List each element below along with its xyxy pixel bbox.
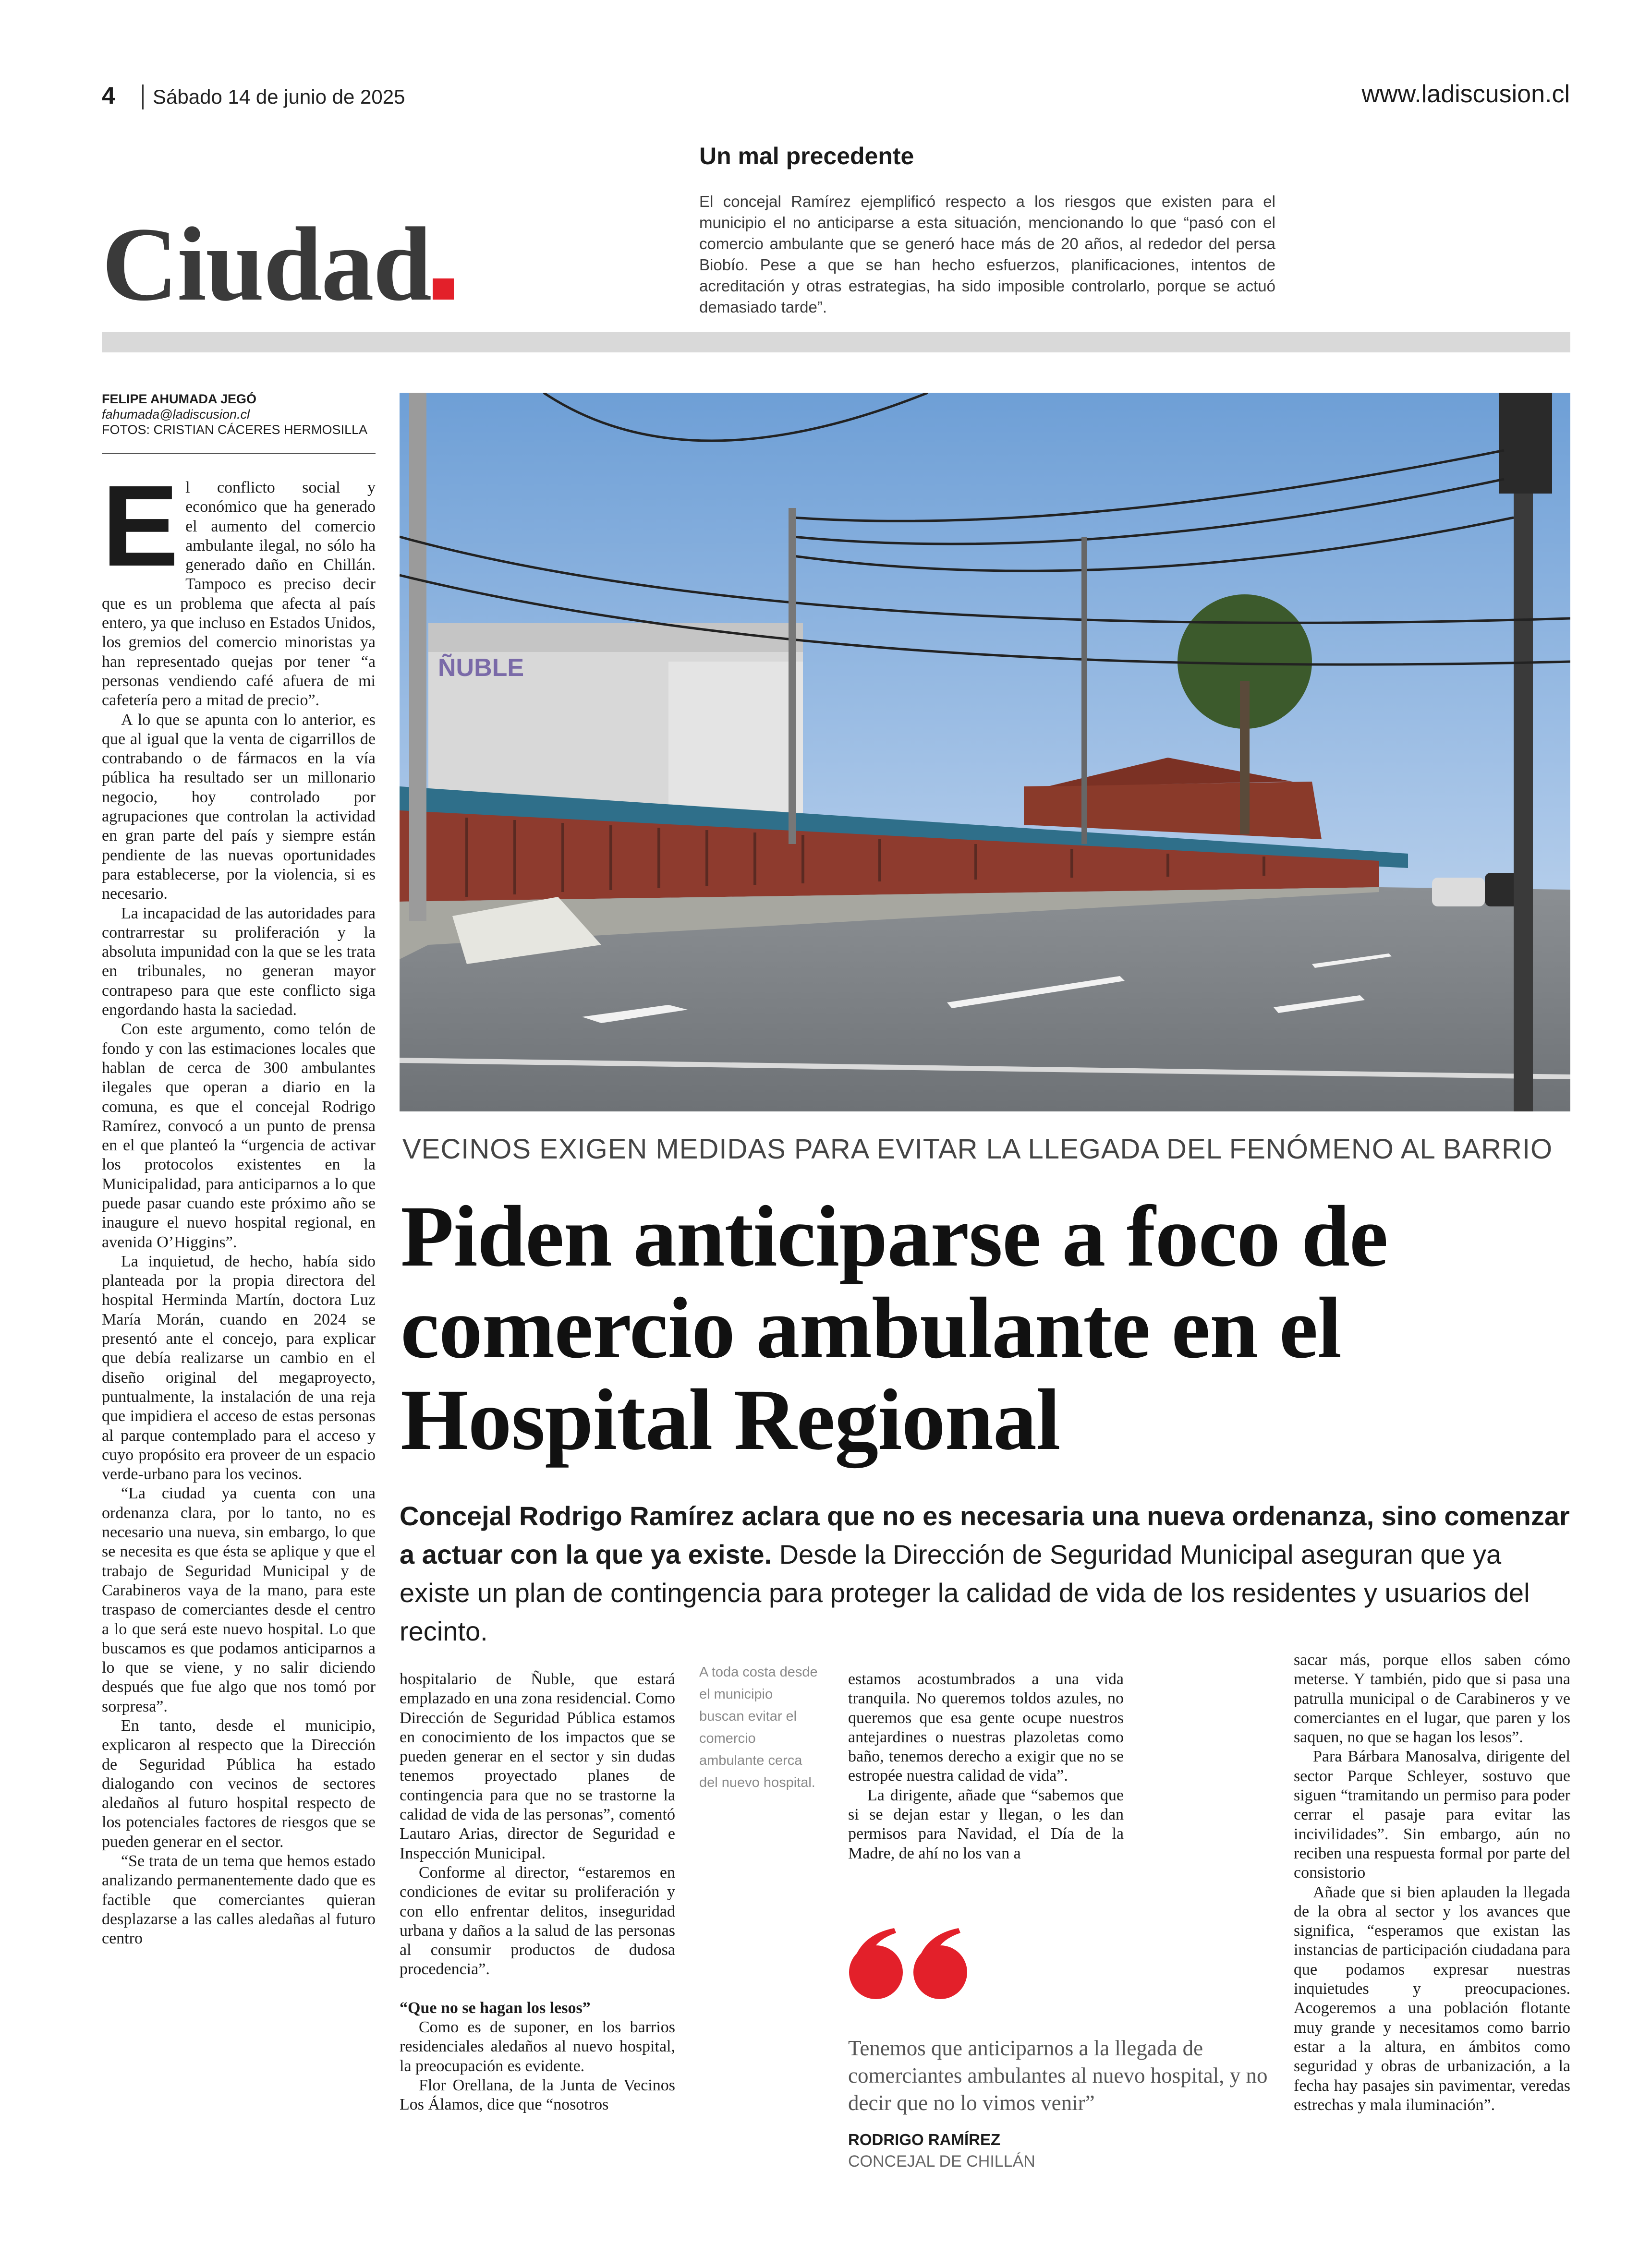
- paragraph: Añade que si bien aplauden la llegada de la obra al sector y los avances que significa, “esperamos que existan las instancias de participación ciudadana para que podamos expresar nuestras inquietudes y preocupaciones. Acogeremos a una población flotante muy grande y necesitamos como barrio estar a la altura, en ámbitos como seguridad y obras de urbanización, a la fecha hay pasajes sin pavimentar, veredas estrechas y mala iluminación”.: [1294, 1883, 1570, 2114]
- paragraph: Conforme al director, “estaremos en condiciones de evitar su proliferación y con ello enfrentar delitos, inseguridad urbana y daños a la salud de las personas al consumir productos de dudosa procedencia”.: [400, 1863, 675, 1978]
- photo-credit: FOTOS: CRISTIAN CÁCERES HERMOSILLA: [102, 422, 368, 437]
- page-number: 4: [102, 82, 115, 109]
- byline: [102, 391, 376, 437]
- lead-paragraph: [400, 1497, 1571, 1651]
- pull-quote-text: Tenemos que anticiparnos a la llegada de comerciantes ambulantes al nuevo hospital, y no decir que no lo vimos venir”: [848, 2036, 1268, 2115]
- subheading: “Que no se hagan los lesos”: [400, 1999, 591, 2017]
- pull-quote-role: CONCEJAL DE CHILLÁN: [848, 2152, 1035, 2171]
- paragraph: Flor Orellana, de la Junta de Vecinos Los Álamos, dice que “nosotros: [400, 2076, 675, 2114]
- box-text: El concejal Ramírez ejemplificó respecto a los riesgos que existen para el municipio el no anticiparse a esta situación, mencionando lo que “pasó con el comercio ambulante que se generó hace más de 20 años, al rededor del persa Biobío. Pese a que se han hecho esfuerzos, planificaciones, intentos de acreditación y otras estrategias, ha sido imposible controlarlo, porque se actuó demasiado tarde”.: [699, 193, 1275, 316]
- paragraph: hospitalario de Ñuble, que estará emplazado en una zona residencial. Como Dirección de Seguridad Pública estamos en conocimiento de los impactos que se pueden generar en el sector y sin dudas tenemos proyectado planes de contingencia para que no se trastorne la calidad de vida de las personas”, comentó Lautaro Arias, director de Seguridad e Inspección Municipal.: [400, 1670, 675, 1862]
- author-email[interactable]: fahumada@ladiscusion.cl: [102, 407, 250, 422]
- article-photo: [400, 393, 1570, 1111]
- paragraph: Para Bárbara Manosalva, dirigente del sector Parque Schleyer, sostuvo que siguen “tramitando un permiso para poder cerrar el pasaje para evitar las incivilidades”. Sin embargo, aún no reciben una respuesta formal por parte del consistorio: [1294, 1748, 1570, 1882]
- paragraph: La incapacidad de las autoridades para contrarrestar su proliferación y la absoluta impunidad con la que se les trata en tribunales, no generan mayor contrapeso para que este conflicto siga engordando hasta la saciedad.: [102, 904, 376, 1019]
- paragraph: La dirigente, añade que “sabemos que si se dejan estar y llegan, o les dan permisos para Navidad, el Día de la Madre, de ahí no los van a: [848, 1786, 1124, 1862]
- paragraph: Con este argumento, como telón de fondo y con las estimaciones locales que hablan de cerca de 300 ambulantes ilegales que operan a diario en la comuna, es que el concejal Rodrigo Ramírez, convocó a un punto de prensa en el que planteó la “urgencia de activar los protocolos existentes en la Municipalidad, para anticiparnos a lo que puede pasar cuando este próximo año se inaugure el nuevo hospital regional, en avenida O’Higgins”.: [102, 1020, 376, 1251]
- paragraph: Como es de suponer, en los barrios residenciales aledaños al nuevo hospital, la preocupación es evidente.: [400, 2018, 675, 2075]
- paragraph: “Se trata de un tema que hemos estado analizando permanentemente dado que es factible que comerciantes quieran desplazarse a las calles aledañas al futuro centro: [102, 1852, 376, 1948]
- author-name: FELIPE AHUMADA JEGÓ: [102, 392, 257, 406]
- section-title: [102, 205, 454, 323]
- section-divider-bar: [102, 332, 1570, 352]
- paragraph: sacar más, porque ellos saben cómo meterse. Y también, pido que si pasa una patrulla municipal o de Carabineros y ve comerciantes en el lugar, que paren y los saquen, no que se hagan los lesos”.: [1294, 1651, 1570, 1747]
- article-column-1: [102, 461, 376, 1949]
- building-sign: ÑUBLE: [438, 654, 524, 682]
- section-title-text: Ciudad: [102, 205, 431, 323]
- byline-rule: [102, 453, 376, 454]
- paragraph: La inquietud, de hecho, había sido planteada por la propia directora del hospital Herminda Martín, doctora Luz María Morán, cuando en 2024 se presentó ante el concejo, para explicar que debía realizarse un cambio en el diseño original del megaproyecto, puntualmente, la instalación de una reja que impidiera el acceso de estas personas al parque contemplado para el acceso y cuyo propósito era proveer de un espacio verde-urbano para los vecinos.: [102, 1252, 376, 1484]
- photo-caption: A toda costa desde el municipio buscan evitar el comercio ambulante cerca del nuevo hospital.: [699, 1665, 818, 1790]
- article-column-2: [400, 1670, 675, 2115]
- paragraph: A lo que se apunta con lo anterior, es que al igual que la venta de cigarrillos de contrabando o de fármacos en la vía pública ha resultado ser un millonario negocio, hoy controlado por agrupaciones que controlan la actividad en gran parte del país y siempre están pendiente de las nuevas oportunidades para establecerse, por la violencia, si es necesario.: [102, 711, 376, 903]
- paragraph-text: l conflicto social y económico que ha generado el aumento del comercio ambulante ilegal, no sólo ha generado daño en Chillán. Tampoco es preciso decir que es un problema que afecta al país entero, ya que incluso en Estados Unidos, los gremios del comercio minoristas ya han representado quejas por tener “a personas vendiendo café afuera de mi cafetería pero a mitad de precio”.: [102, 479, 376, 710]
- section-dot-icon: [433, 278, 454, 300]
- paragraph: “La ciudad ya cuenta con una ordenanza clara, por lo tanto, no es necesario una nueva, sin embargo, lo que se necesita es que ésta se aplique y que el trabajo de Seguridad Municipal y de Carabineros vaya de la mano, para este traspaso de comerciantes desde el centro a lo que será este nuevo hospital. Lo que buscamos es que podamos anticiparnos a lo que se viene, y no salir diciendo después que fue algo que nos tomó por sorpresa”.: [102, 1484, 376, 1715]
- pull-quote-name: RODRIGO RAMÍREZ: [848, 2131, 1001, 2148]
- header-separator: [142, 84, 144, 109]
- site-url[interactable]: www.ladiscusion.cl: [1361, 80, 1570, 108]
- lead-bold: Concejal Rodrigo Ramírez aclara que no es necesaria una nueva ordenanza, sino comenzar a actuar con la que ya existe.: [400, 1501, 1570, 1569]
- box-title: Un mal precedente: [699, 143, 914, 169]
- article-column-4: [1294, 1651, 1570, 2115]
- quote-mark-icon: [846, 1925, 976, 2004]
- issue-date: Sábado 14 de junio de 2025: [153, 85, 405, 108]
- paragraph: En tanto, desde el municipio, explicaron al respecto que la Dirección de Seguridad Pública ha estado dialogando con vecinos de sectores aledaños al futuro hospital respecto de los potenciales factores de riesgos que se pueden generar en el sector.: [102, 1717, 376, 1851]
- headline: Piden anticiparse a foco de comercio ambulante en el Hospital Regional: [401, 1188, 1388, 1468]
- paragraph: [102, 461, 376, 711]
- kicker: VECINOS EXIGEN MEDIDAS PARA EVITAR LA LLEGADA DEL FENÓMENO AL BARRIO: [402, 1134, 1553, 1165]
- drop-cap: E: [102, 461, 179, 590]
- lead-rest: Desde la Dirección de Seguridad Municipal aseguran que ya existe un plan de contingencia para proteger la calidad de vida de los residentes y usuarios del recinto.: [400, 1539, 1530, 1646]
- paragraph: estamos acostumbrados a una vida tranquila. No queremos toldos azules, no queremos que esa gente ocupe nuestros antejardines o nuestras plazoletas como baño, tenemos derecho a exigir que no se estropée nuestra calidad de vida”.: [848, 1670, 1124, 1785]
- article-column-3: [848, 1670, 1124, 1863]
